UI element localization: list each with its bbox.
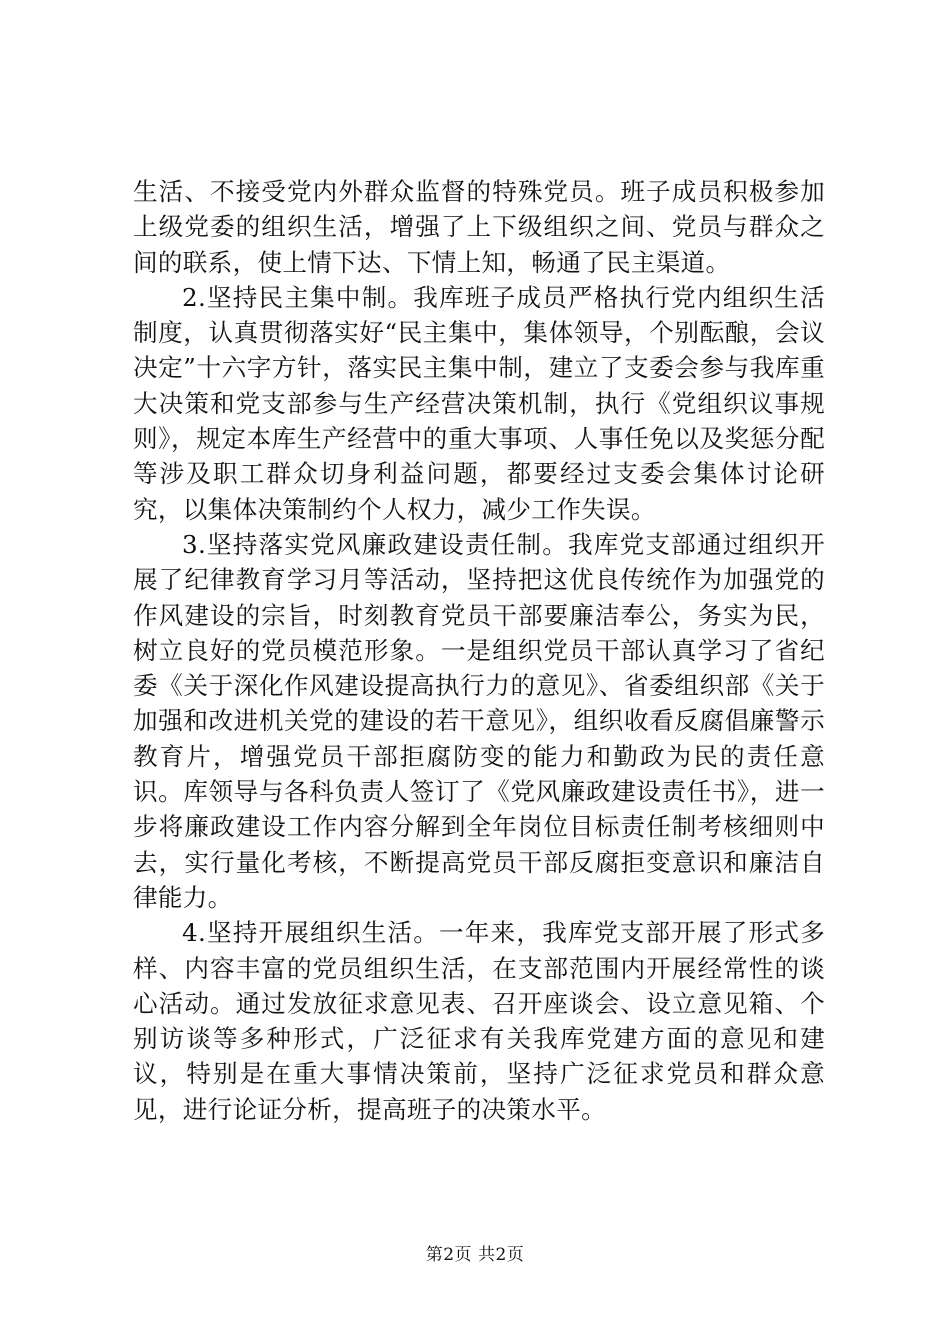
paragraph-continuation: 生活、不接受党内外群众监督的特殊党员。班子成员积极参加上级党委的组织生活，增强了上下级组织之间、党员与群众之间的联系，使上情下达、下情上知，畅通了民主渠道。: [133, 177, 825, 277]
document-body: [133, 174, 825, 1127]
page-footer: 第2页 共2页: [425, 1245, 525, 1265]
paragraph-democratic-centralism: 2.坚持民主集中制。我库班子成员严格执行党内组织生活制度，认真贯彻落实好“民主集中，集体领导，个别酝酿，会议决定”十六字方针，落实民主集中制，建立了支委会参与我库重大决策和党支部参与生产经营决策机制，执行《党组织议事规则》，规定本库生产经营中的重大事项、人事任免以及奖惩分配等涉及职工群众切身利益问题，都要经过支委会集体讨论研究，以集体决策制约个人权力，减少工作失误。: [133, 282, 825, 524]
paragraph-integrity-responsibility: 3.坚持落实党风廉政建设责任制。我库党支部通过组织开展了纪律教育学习月等活动，坚持把这优良传统作为加强党的作风建设的宗旨，时刻教育党员干部要廉洁奉公，务实为民，树立良好的党员模范形象。一是组织党员干部认真学习了省纪委《关于深化作风建设提高执行力的意见》、省委组织部《关于加强和改进机关党的建设的若干意见》，组织收看反腐倡廉警示教育片，增强党员干部拒腐防变的能力和勤政为民的责任意识。库领导与各科负责人签订了《党风廉政建设责任书》，进一步将廉政建设工作内容分解到全年岗位目标责任制考核细则中去，实行量化考核，不断提高党员干部反腐拒变意识和廉洁自律能力。: [133, 529, 825, 912]
paragraph-organization-life: 4.坚持开展组织生活。一年来，我库党支部开展了形式多样、内容丰富的党员组织生活，在支部范围内开展经常性的谈心活动。通过发放征求意见表、召开座谈会、设立意见箱、个别访谈等多种形式，广泛征求有关我库党建方面的意见和建议，特别是在重大事情决策前，坚持广泛征求党员和群众意见，进行论证分析，提高班子的决策水平。: [133, 918, 825, 1124]
